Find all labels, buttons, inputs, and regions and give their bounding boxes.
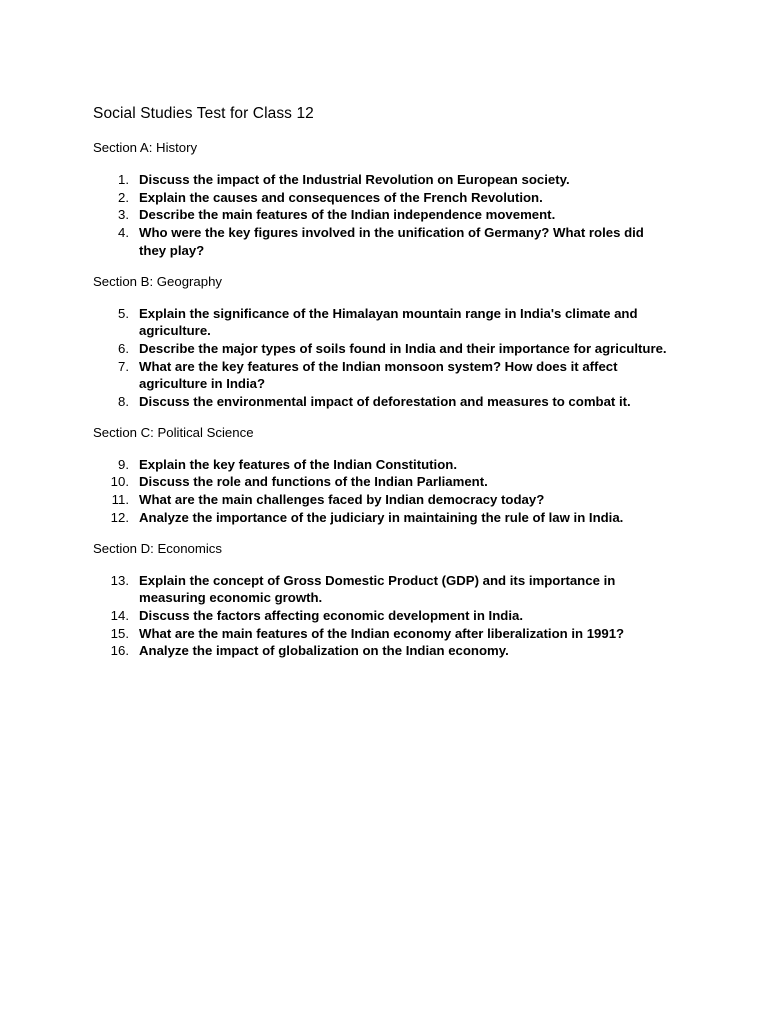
question-number: 11. — [111, 492, 129, 508]
question-text: Explain the significance of the Himalayan mountain range in India's climate and agriculture. — [139, 305, 638, 339]
question-item — [93, 358, 708, 393]
section-heading: Section C: Political Science — [93, 424, 254, 440]
question-text: Discuss the factors affecting economic development in India. — [139, 607, 523, 623]
question-item — [93, 572, 708, 607]
question-number: 8. — [118, 394, 129, 410]
question-number: 5. — [118, 305, 129, 321]
question-text: Discuss the role and functions of the Indian Parliament. — [139, 474, 488, 490]
question-number: 7. — [118, 358, 129, 374]
question-item — [93, 509, 708, 527]
question-text: Discuss the impact of the Industrial Revolution on European society. — [139, 172, 570, 187]
question-number: 15. — [110, 625, 129, 641]
question-number: 2. — [118, 189, 129, 205]
question-item — [93, 625, 708, 643]
question-item — [93, 607, 708, 625]
question-item — [93, 171, 708, 189]
question-item — [93, 206, 708, 224]
question-number: 10. — [110, 474, 129, 490]
section-heading: Section B: Geography — [93, 273, 223, 289]
section-political-science — [93, 425, 708, 527]
question-text: Explain the key features of the Indian Constitution. — [139, 456, 458, 472]
question-number: 13. — [110, 572, 129, 588]
question-item — [93, 473, 708, 491]
question-number: 16. — [110, 643, 129, 659]
question-number: 12. — [110, 509, 129, 525]
question-number: 9. — [118, 456, 129, 472]
question-text: What are the main challenges faced by Indian democracy today? — [139, 492, 545, 508]
question-number: 14. — [110, 607, 129, 623]
question-item — [93, 491, 708, 509]
question-item — [93, 189, 708, 207]
question-list — [93, 456, 708, 527]
question-item — [93, 224, 708, 259]
question-list — [93, 305, 708, 411]
question-item — [93, 340, 708, 358]
question-list — [93, 572, 708, 661]
document-title: Social Studies Test for Class 12 — [93, 105, 314, 122]
question-list — [93, 171, 708, 260]
question-item — [93, 456, 708, 474]
section-economics — [93, 541, 708, 661]
section-geography — [93, 274, 708, 411]
question-number: 4. — [118, 225, 129, 241]
question-number: 3. — [118, 207, 129, 223]
question-text: Explain the concept of Gross Domestic Product (GDP) and its importance in measuring economic growth. — [139, 572, 616, 606]
question-text: Analyze the impact of globalization on the Indian economy. — [139, 643, 509, 659]
section-heading: Section A: History — [93, 140, 198, 155]
question-number: 1. — [118, 172, 129, 187]
question-text: What are the main features of the Indian economy after liberalization in 1991? — [139, 625, 625, 641]
question-text: Explain the causes and consequences of the French Revolution. — [139, 189, 543, 205]
question-text: What are the key features of the Indian monsoon system? How does it affect agriculture in India? — [139, 358, 618, 392]
section-history — [93, 140, 708, 260]
question-text: Describe the main features of the Indian independence movement. — [139, 207, 556, 223]
question-item — [93, 305, 708, 340]
section-heading: Section D: Economics — [93, 540, 222, 556]
question-number: 6. — [118, 340, 129, 356]
question-item — [93, 642, 708, 660]
question-text: Analyze the importance of the judiciary in maintaining the rule of law in India. — [139, 509, 624, 525]
question-text: Who were the key figures involved in the unification of Germany? What roles did they play? — [139, 225, 644, 258]
question-text: Discuss the environmental impact of deforestation and measures to combat it. — [139, 394, 631, 410]
question-item — [93, 393, 708, 411]
question-text: Describe the major types of soils found in India and their importance for agriculture. — [139, 340, 667, 356]
